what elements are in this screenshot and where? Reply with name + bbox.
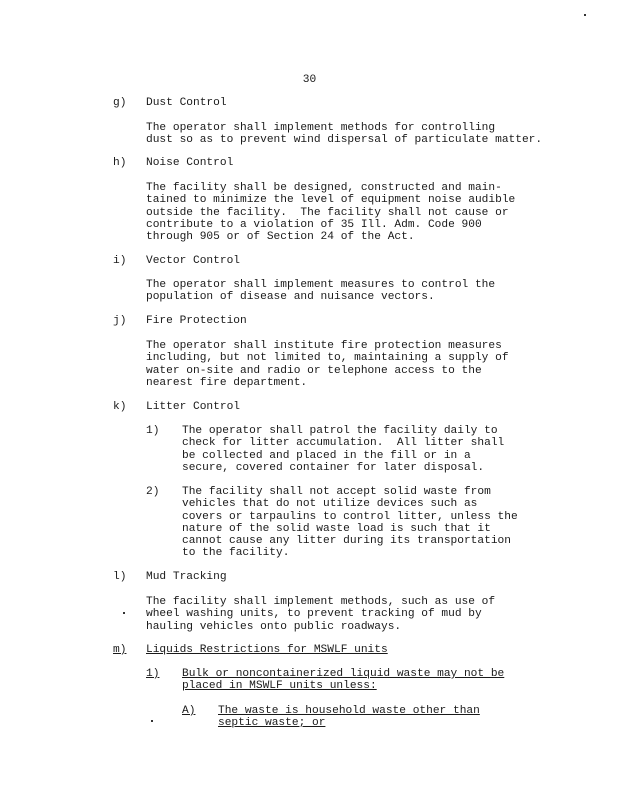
- section-k-item-2-marker: 2): [146, 486, 160, 498]
- section-i-marker: i): [113, 255, 127, 267]
- scan-speck: [584, 14, 586, 16]
- section-m-item-1-text: Bulk or noncontainerized liquid waste may not be placed in MSWLF units unless:: [182, 668, 505, 693]
- section-j-body: The operator shall institute fire protection measures including, but not limited to, maintaining a supply of water on-site and radio or telephone access to the nearest fire department.: [146, 340, 509, 389]
- section-i-body: The operator shall implement measures to control the population of disease and nuisance vectors.: [146, 279, 496, 304]
- section-j-heading: Fire Protection: [146, 315, 247, 327]
- section-h-body: The facility shall be designed, constructed and main- tained to minimize the level of equipment noise audible outside the facility. The facility shall not cause or contribute to a violation of 35 Ill. Adm. Code 900 through 905 or of Section 24 of the Act.: [146, 182, 516, 244]
- section-l-marker: l): [113, 571, 127, 583]
- section-h-heading: Noise Control: [146, 157, 234, 169]
- section-i-heading: Vector Control: [146, 255, 240, 267]
- section-k-item-1-text: The operator shall patrol the facility daily to check for litter accumulation. All litter shall be collected and placed in the fill or in a secure, covered container for later disposal.: [182, 425, 505, 474]
- section-m-item-1-marker: 1): [146, 668, 160, 680]
- section-k-heading: Litter Control: [146, 401, 240, 413]
- section-l-heading: Mud Tracking: [146, 571, 227, 583]
- section-m-heading: Liquids Restrictions for MSWLF units: [146, 644, 388, 656]
- section-l-body: The facility shall implement methods, such as use of wheel washing units, to prevent tracking of mud by hauling vehicles onto public roadways.: [146, 596, 496, 633]
- section-g-marker: g): [113, 97, 127, 109]
- page-number: 30: [302, 74, 317, 86]
- section-m-marker: m): [113, 644, 127, 656]
- section-j-marker: j): [113, 315, 127, 327]
- section-g-heading: Dust Control: [146, 97, 227, 109]
- scan-speck: [123, 612, 125, 614]
- section-h-marker: h): [113, 157, 127, 169]
- section-m-subitem-a-text: The waste is household waste other than septic waste; or: [218, 705, 480, 730]
- section-k-item-2-text: The facility shall not accept solid waste from vehicles that do not utilize devices such as covers or tarpaulins to control litter, unless the nature of the solid waste load is such that it cannot cause any litter during its transportation to the facility.: [182, 486, 518, 560]
- section-g-body: The operator shall implement methods for controlling dust so as to prevent wind dispersal of particulate matter.: [146, 122, 543, 147]
- scan-speck: [151, 720, 153, 722]
- section-k-marker: k): [113, 401, 127, 413]
- section-m-subitem-a-marker: A): [182, 705, 196, 717]
- section-k-item-1-marker: 1): [146, 425, 160, 437]
